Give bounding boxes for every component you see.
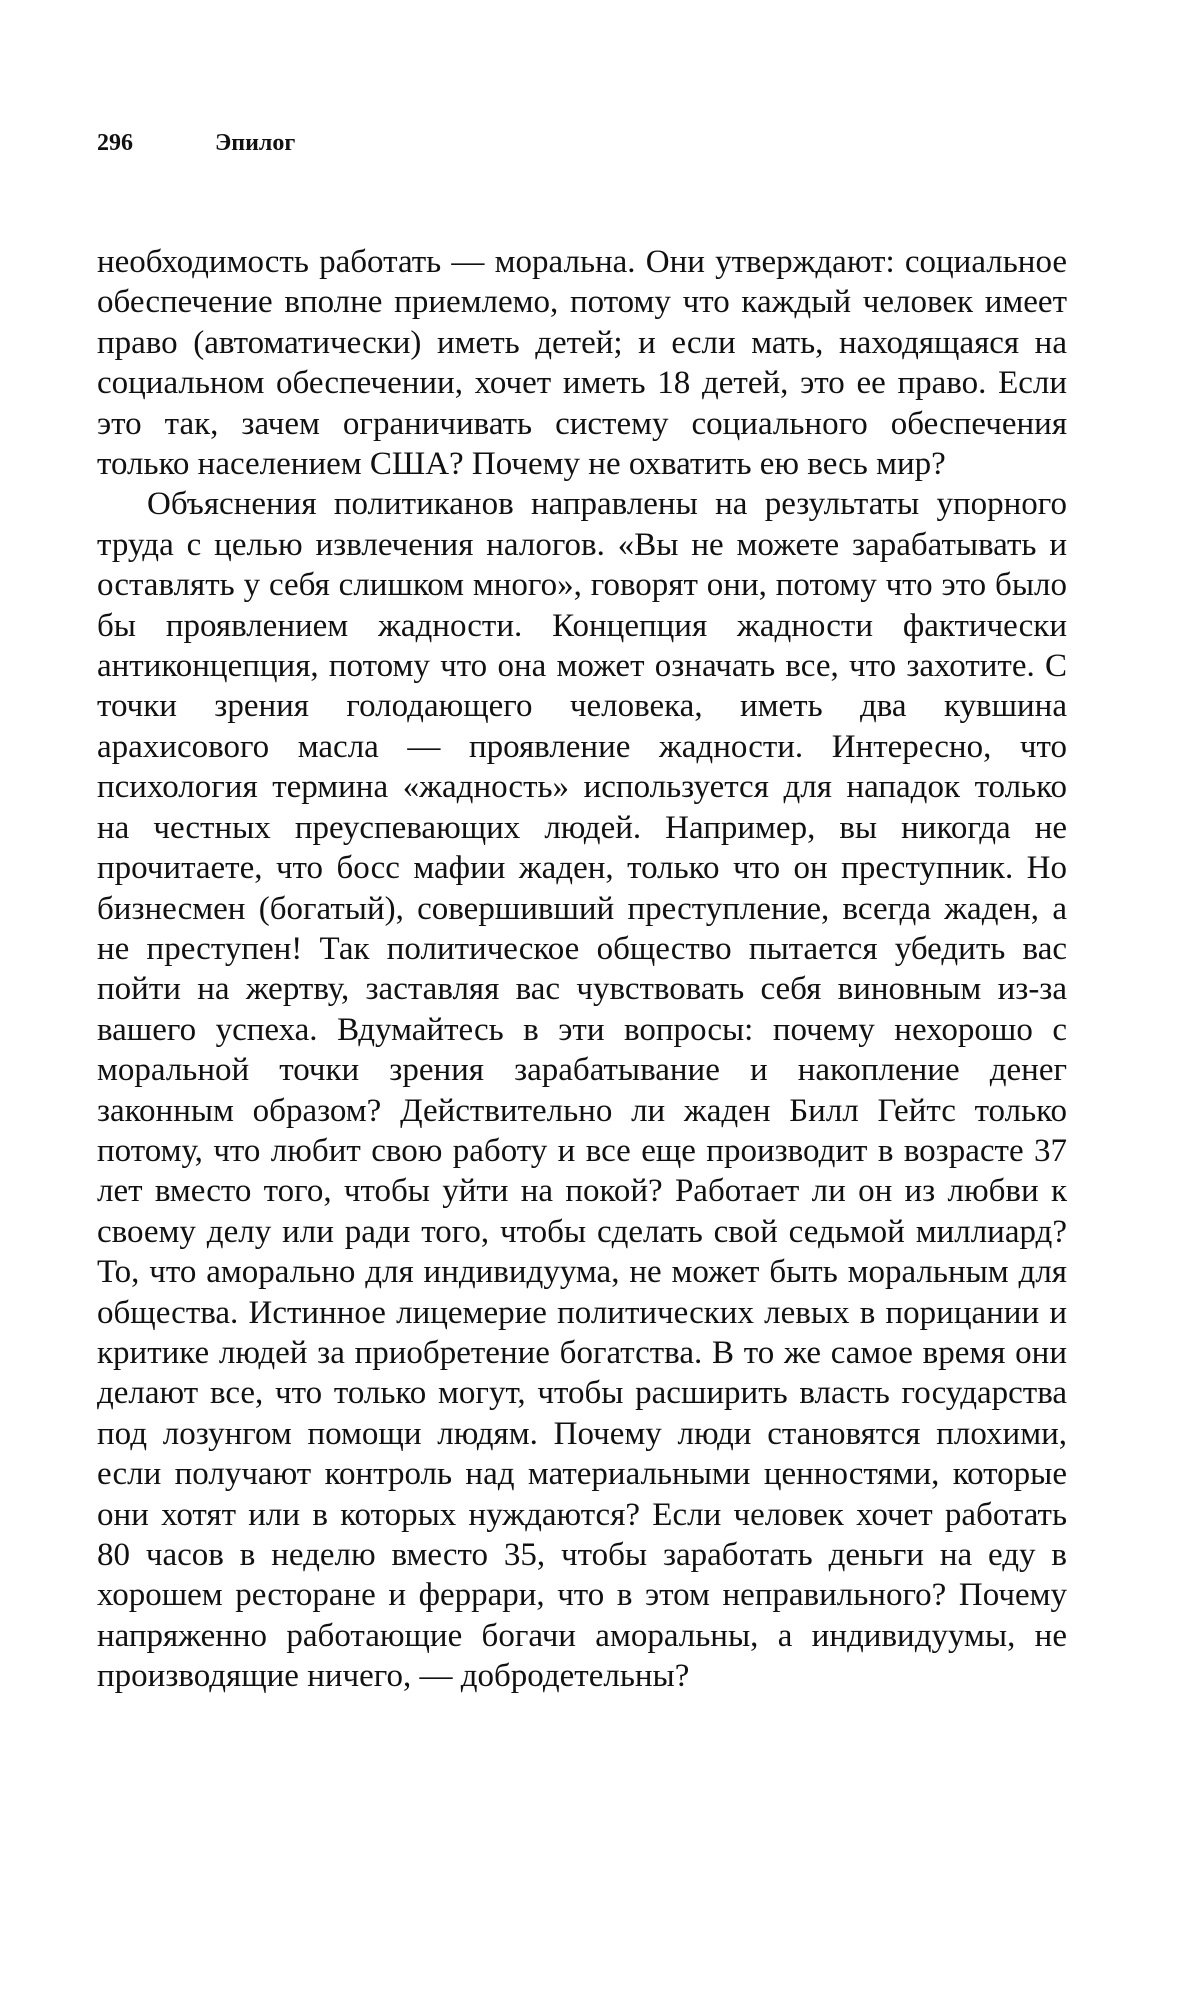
running-head	[97, 128, 295, 158]
paragraph-continuation: необходимость работать — моральна. Они утверждают: социальное обеспечение вполне приемлемо, потому что каждый человек имеет право (автоматически) иметь детей; и если мать, находящаяся на социальном обеспечении, хочет иметь 18 детей, это ее право. Если это так, зачем ограничивать систему социального обеспечения только населением США? Почему не охватить ею весь мир?	[97, 244, 1067, 483]
paragraph: Объяснения политиканов направлены на результаты упорного труда с целью извлечения налогов. «Вы не можете зарабатывать и оставлять у себя слишком много», говорят они, потому что это было бы проявлением жадности. Концепция жадности фактически антиконцепция, потому что она может означать все, что захотите. С точки зрения голодающего человека, иметь два кувшина арахисового масла — проявление жадности. Интересно, что психология термина «жадность» используется для нападок только на честных преуспевающих людей. Например, вы никогда не прочитаете, что босс мафии жаден, только что он преступник. Но бизнесмен (богатый), совершивший преступление, всегда жаден, а не преступен! Так политическое общество пытается убедить вас пойти на жертву, заставляя вас чувствовать себя виновным из-за вашего успеха. Вдумайтесь в эти вопросы: почему нехорошо с моральной точки зрения зарабатывание и накопление денег законным образом? Действительно ли жаден Билл Гейтс только потому, что любит свою работу и все еще производит в возрасте 37 лет вместо того, чтобы уйти на покой? Работает ли он из любви к своему делу или ради того, чтобы сделать свой седьмой миллиард? То, что аморально для индивидуума, не может быть моральным для общества. Истинное лицемерие политических левых в порицании и критике людей за приобретение богатства. В то же самое время они делают все, что только могут, чтобы расширить власть государства под лозунгом помощи людям. Почему люди становятся плохими, если получают контроль над материальными ценностями, которые они хотят или в которых нуждаются? Если человек хочет работать 80 часов в неделю вместо 35, чтобы заработать деньги на еду в хорошем ресторане и феррари, что в этом неправильного? Почему напряженно работающие богачи аморальны, а индивидуумы, не производящие ничего, — добродетельны?	[97, 486, 1067, 1695]
body-text	[97, 242, 1067, 1697]
page-number: 296	[97, 130, 133, 156]
section-title: Эпилог	[215, 130, 296, 156]
